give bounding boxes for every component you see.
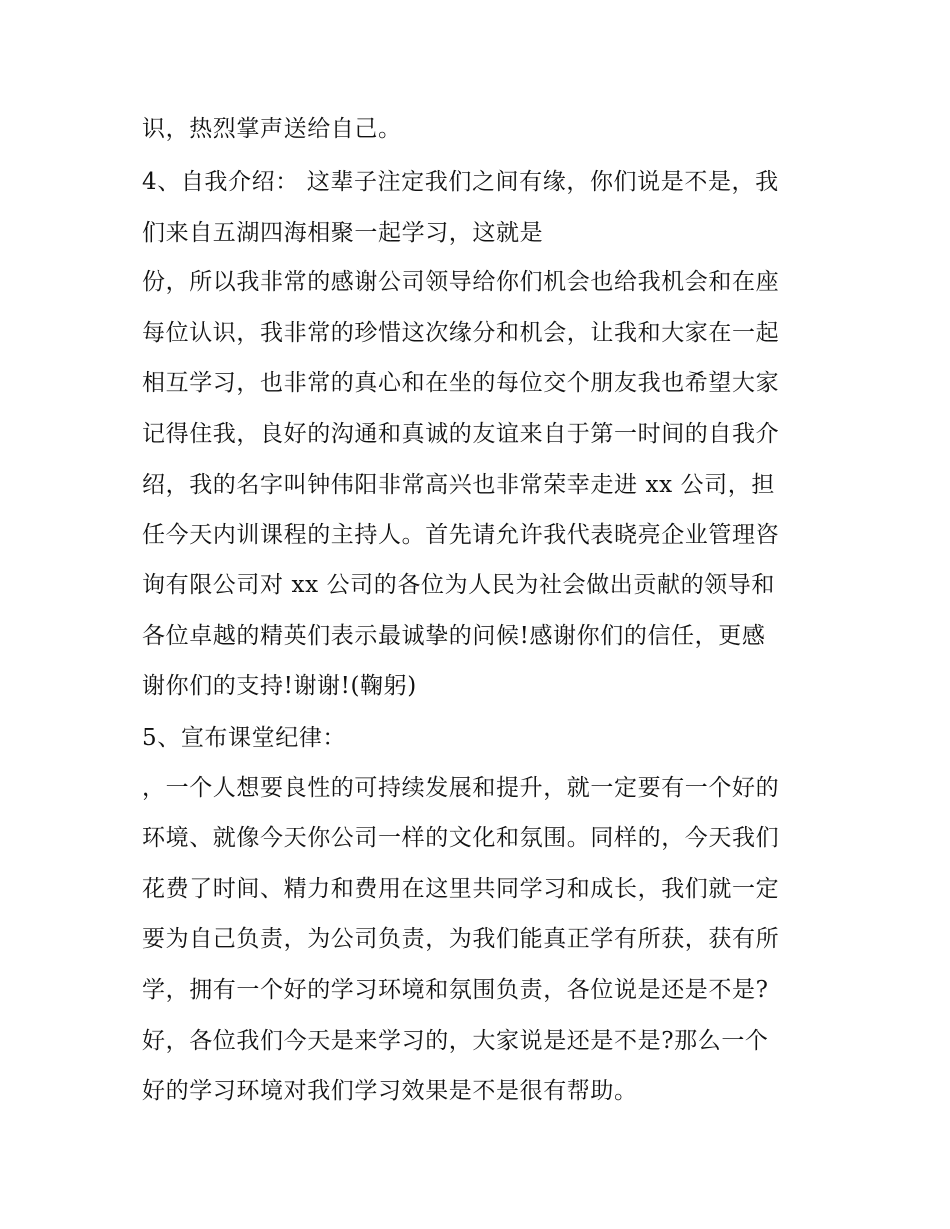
text-line: ，一个人想要良性的可持续发展和提升，就一定要有一个好的	[142, 775, 780, 801]
text-line: 5、宣布课堂纪律：	[142, 725, 347, 751]
text-line: 相互学习，也非常的真心和在坐的每位交个朋友我也希望大家	[142, 370, 780, 396]
text-line: 每位认识，我非常的珍惜这次缘分和机会，让我和大家在一起	[142, 320, 780, 346]
text-line: 好的学习环境对我们学习效果是不是很有帮助。	[142, 1078, 638, 1104]
text-line: 4、自我介绍： 这辈子注定我们之间有缘，你们说是不是，我	[142, 169, 779, 195]
text-line: 识，热烈掌声送给自己。	[142, 116, 402, 142]
text-line: 询有限公司对 xx 公司的各位为人民为社会做出贡献的领导和	[142, 572, 775, 598]
text-line: 各位卓越的精英们表示最诚挚的问候!感谢你们的信任，更感	[142, 623, 766, 649]
text-line: 任今天内训课程的主持人。首先请允许我代表晓亮企业管理咨	[142, 522, 780, 548]
text-line: 谢你们的支持!谢谢!(鞠躬)	[142, 673, 417, 699]
text-line: 绍，我的名字叫钟伟阳非常高兴也非常荣幸走进 xx 公司，担	[142, 472, 775, 498]
text-line: 份，所以我非常的感谢公司领导给你们机会也给我机会和在座	[142, 269, 780, 295]
text-line: 学，拥有一个好的学习环境和氛围负责，各位说是还是不是?	[142, 977, 769, 1003]
text-line: 好，各位我们今天是来学习的，大家说是还是不是?那么一个	[142, 1028, 769, 1054]
text-line: 环境、就像今天你公司一样的文化和氛围。同样的，今天我们	[142, 825, 780, 851]
text-line: 们来自五湖四海相聚一起学习，这就是	[142, 220, 544, 246]
text-line: 要为自己负责，为公司负责，为我们能真正学有所获，获有所	[142, 926, 780, 952]
text-line: 记得住我，良好的沟通和真诚的友谊来自于第一时间的自我介	[142, 421, 780, 447]
text-line: 花费了时间、精力和费用在这里共同学习和成长，我们就一定	[142, 876, 780, 902]
